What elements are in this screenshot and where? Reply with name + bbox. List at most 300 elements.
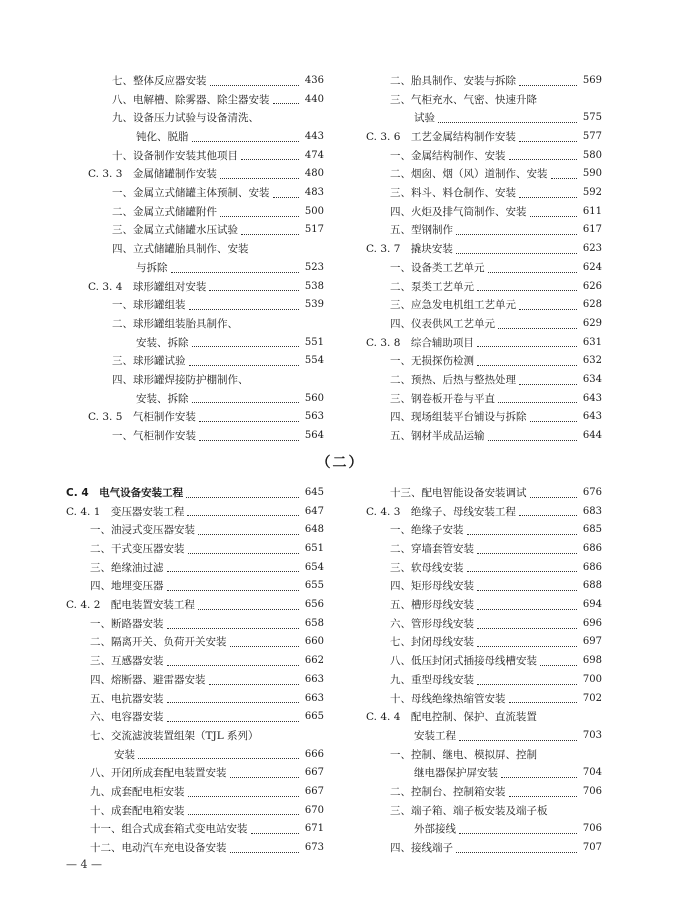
toc-entry-title: 钝化、脱脂	[136, 131, 189, 144]
toc-column-bottom-left	[66, 484, 324, 858]
toc-page-number: 560	[304, 392, 324, 404]
toc-page-number: 685	[582, 524, 602, 536]
toc-entry-title: 一、控制、继电、模拟屏、控制	[390, 748, 537, 761]
dot-leader	[187, 511, 299, 516]
toc-page-number: 698	[582, 655, 602, 667]
toc-entry-title: C. 4. 3 绝缘子、母线安装工程	[366, 505, 516, 518]
dot-leader	[467, 530, 578, 535]
dot-leader	[167, 567, 300, 572]
toc-item-entry[interactable]	[366, 147, 602, 166]
toc-section-entry[interactable]	[88, 408, 324, 427]
dot-leader	[509, 698, 578, 703]
dot-leader	[477, 361, 577, 366]
toc-page-number: 575	[582, 112, 602, 124]
toc-entry-title: 十二、电动汽车充电设备安装	[90, 842, 227, 855]
toc-page-number: 656	[304, 599, 324, 611]
toc-entry-title: 二、穿墙套管安装	[390, 543, 474, 556]
toc-entry-title: 三、端子箱、端子板安装及端子板	[390, 804, 548, 817]
toc-item-entry[interactable]	[366, 521, 602, 540]
toc-item-entry[interactable]	[366, 203, 602, 222]
dot-leader	[477, 586, 577, 591]
toc-entry-title: 四、熔断器、避雷器安装	[90, 673, 206, 686]
dot-leader	[509, 155, 578, 160]
dot-leader	[220, 212, 299, 217]
toc-entry-title: 五、槽形母线安装	[390, 599, 474, 612]
dot-leader	[167, 624, 300, 629]
toc-entry-title: 十一、组合式成套箱式变电站安装	[90, 823, 248, 836]
dot-leader	[519, 137, 577, 142]
dot-leader	[551, 811, 578, 815]
toc-page-number: 564	[304, 430, 324, 442]
toc-item-entry[interactable]	[366, 727, 602, 746]
toc-page-number: 662	[304, 655, 324, 667]
dot-leader	[262, 119, 299, 123]
dot-leader	[138, 754, 299, 759]
toc-item-entry[interactable]	[66, 577, 324, 596]
toc-page-number: 483	[304, 187, 324, 199]
toc-item-entry[interactable]	[88, 91, 324, 110]
toc-entry-title: 二、预热、后热与整热处理	[390, 373, 516, 386]
toc-entry-title: 外部接线	[414, 823, 456, 836]
toc-page-number: 538	[304, 280, 324, 292]
dot-leader	[230, 848, 300, 853]
toc-entry-title: 三、气柜充水、气密、快速升降	[390, 93, 537, 106]
dot-leader	[477, 605, 577, 610]
toc-page-number: 577	[582, 131, 602, 143]
dot-leader	[488, 436, 578, 441]
toc-entry-title: 七、交流滤波装置组架（TJL 系列）	[90, 729, 259, 742]
toc-page-number: 629	[582, 317, 602, 329]
toc-entry-title: 一、无损探伤检测	[390, 355, 474, 368]
toc-entry-title: 九、设备压力试验与设备清洗、	[112, 112, 259, 125]
dot-leader	[192, 137, 300, 142]
dot-leader	[519, 193, 577, 198]
toc-page-number: 644	[582, 430, 602, 442]
dot-leader	[519, 380, 577, 385]
toc-page-number: 670	[304, 804, 324, 816]
toc-entry-title: 一、球形罐组装	[112, 299, 186, 312]
toc-entry-title: C. 3. 6 工艺金属结构制作安装	[366, 131, 516, 144]
dot-leader	[273, 193, 300, 198]
toc-item-entry[interactable]	[66, 540, 324, 559]
toc-page-number: 707	[582, 842, 602, 854]
toc-item-entry[interactable]	[66, 652, 324, 671]
toc-item-entry[interactable]	[366, 671, 602, 690]
dot-leader	[509, 792, 578, 797]
toc-column-bottom-right	[366, 484, 602, 858]
toc-entry-title: 一、绝缘子安装	[390, 524, 464, 537]
dot-leader	[519, 511, 577, 516]
toc-item-entry[interactable]	[66, 708, 324, 727]
toc-item-entry[interactable]	[366, 652, 602, 671]
toc-item-entry[interactable]	[66, 615, 324, 634]
toc-item-entry[interactable]	[88, 72, 324, 91]
toc-page-number: 663	[304, 692, 324, 704]
toc-entry-title: 六、管形母线安装	[390, 617, 474, 630]
toc-entry-title: 一、气柜制作安装	[112, 430, 196, 443]
page-number: — 4 —	[66, 858, 102, 871]
toc-page-number: 700	[582, 673, 602, 685]
toc-chapter-entry[interactable]	[66, 484, 324, 503]
toc-page-number: 666	[304, 748, 324, 760]
dot-leader	[186, 493, 299, 498]
dot-leader	[192, 342, 300, 347]
toc-section-entry[interactable]	[366, 334, 602, 353]
toc-item-entry[interactable]	[66, 671, 324, 690]
toc-section-entry[interactable]	[366, 708, 602, 727]
toc-entry-title: 三、金属立式储罐水压试验	[112, 224, 238, 237]
dot-leader	[220, 174, 299, 179]
dot-leader	[488, 268, 578, 273]
toc-entry-title: 安装	[114, 748, 135, 761]
toc-item-entry[interactable]	[366, 746, 602, 765]
dot-leader	[540, 100, 577, 104]
toc-entry-title: 十、母线绝缘热缩管安装	[390, 692, 506, 705]
toc-item-entry[interactable]	[66, 839, 324, 858]
toc-page-number: 663	[304, 673, 324, 685]
dot-leader	[540, 755, 577, 759]
toc-section-entry[interactable]	[366, 503, 602, 522]
toc-page-number: 667	[304, 767, 324, 779]
toc-entry-title: C. 4. 1 变压器安装工程	[66, 505, 185, 518]
toc-item-entry[interactable]	[88, 296, 324, 315]
toc-page-number: 563	[304, 411, 324, 423]
toc-page-number: 686	[582, 561, 602, 573]
toc-entry-title: 七、封闭母线安装	[390, 636, 474, 649]
toc-entry-title: C. 3. 8 综合辅助项目	[366, 336, 474, 349]
dot-leader	[456, 230, 577, 235]
dot-leader	[199, 436, 299, 441]
toc-page-number: 667	[304, 785, 324, 797]
toc-entry-title: C. 3. 7 撬块安装	[366, 243, 453, 256]
toc-entry-title: 二、控制台、控制箱安装	[390, 785, 506, 798]
toc-item-entry[interactable]	[88, 222, 324, 241]
toc-section-entry[interactable]	[366, 128, 602, 147]
toc-entry-title: 与拆除	[136, 261, 168, 274]
toc-section-entry[interactable]	[88, 165, 324, 184]
dot-leader	[209, 680, 300, 685]
toc-column-top-left	[88, 72, 324, 446]
dot-leader	[456, 249, 577, 254]
dot-leader	[498, 324, 577, 329]
toc-page-number: 440	[304, 93, 324, 105]
dot-leader	[188, 810, 300, 815]
dot-leader	[230, 773, 300, 778]
toc-item-entry[interactable]	[88, 427, 324, 446]
toc-entry-title: 二、隔离开关、负荷开关安装	[90, 636, 227, 649]
toc-entry-title: 安装工程	[414, 729, 456, 742]
toc-page-number: 643	[582, 392, 602, 404]
toc-item-entry[interactable]	[366, 222, 602, 241]
dot-leader	[188, 792, 300, 797]
toc-item-entry[interactable]	[366, 820, 602, 839]
toc-entry-title: C. 4. 4 配电控制、保护、直流装置	[366, 711, 537, 724]
toc-entry-title: 三、球形罐试验	[112, 355, 186, 368]
toc-item-entry[interactable]	[366, 109, 602, 128]
toc-item-entry[interactable]	[366, 839, 602, 858]
toc-page-number: 628	[582, 299, 602, 311]
toc-entry-title: 七、整体反应器安装	[112, 74, 207, 87]
toc-item-entry[interactable]	[88, 184, 324, 203]
dot-leader	[477, 642, 577, 647]
toc-item-entry[interactable]	[366, 559, 602, 578]
toc-entry-title: 八、电解槽、除雾器、除尘器安装	[112, 93, 270, 106]
toc-item-entry[interactable]	[66, 783, 324, 802]
toc-entry-title: C. 3. 4 球形罐组对安装	[88, 280, 207, 293]
toc-entry-title: 二、球形罐组装胎具制作、	[112, 317, 238, 330]
toc-item-entry[interactable]	[366, 427, 602, 446]
toc-page-number: 539	[304, 299, 324, 311]
dot-leader	[530, 417, 578, 422]
dot-leader	[467, 567, 578, 572]
toc-item-entry[interactable]	[88, 203, 324, 222]
toc-entry-title: 九、成套配电柜安装	[90, 785, 185, 798]
toc-item-entry[interactable]	[366, 484, 602, 503]
dot-leader	[459, 829, 577, 834]
toc-item-entry[interactable]	[66, 521, 324, 540]
toc-item-entry[interactable]	[366, 634, 602, 653]
dot-leader	[230, 642, 300, 647]
dot-leader	[171, 268, 300, 273]
dot-leader	[198, 605, 299, 610]
toc-page-number: 704	[582, 767, 602, 779]
toc-page-number: 517	[304, 224, 324, 236]
toc-entry-title: 四、立式储罐胎具制作、安装	[112, 243, 249, 256]
toc-entry-title: 十、成套配电箱安装	[90, 804, 185, 817]
toc-entry-title: 四、火炬及排气筒制作、安装	[390, 205, 527, 218]
toc-entry-title: 八、低压封闭式插接母线槽安装	[390, 655, 537, 668]
toc-page-number: 634	[582, 373, 602, 385]
dot-leader	[252, 250, 300, 254]
toc-entry-title: 三、软母线安装	[390, 561, 464, 574]
toc-item-entry[interactable]	[88, 334, 324, 353]
toc-item-entry[interactable]	[88, 352, 324, 371]
dot-leader	[210, 81, 300, 86]
dot-leader	[456, 848, 577, 853]
toc-entry-title: 四、接线端子	[390, 842, 453, 855]
toc-entry-title: 一、金属立式储罐主体预制、安装	[112, 187, 270, 200]
toc-page-number: 648	[304, 524, 324, 536]
toc-entry-title: 二、金属立式储罐附件	[112, 205, 217, 218]
toc-item-entry[interactable]	[88, 371, 324, 390]
toc-entry-title: 继电器保护屏安装	[414, 767, 498, 780]
toc-page-number: 643	[582, 411, 602, 423]
toc-page-number: 611	[582, 205, 602, 217]
toc-item-entry[interactable]	[66, 746, 324, 765]
dot-leader	[198, 530, 299, 535]
toc-item-entry[interactable]	[88, 390, 324, 409]
toc-item-entry[interactable]	[66, 559, 324, 578]
toc-page-number: 592	[582, 187, 602, 199]
dot-leader	[498, 398, 577, 403]
toc-entry-title: 三、互感器安装	[90, 655, 164, 668]
toc-page-number: 676	[582, 486, 602, 498]
dot-leader	[477, 549, 577, 554]
toc-entry-title: 四、现场组装平台铺设与拆除	[390, 411, 527, 424]
toc-item-entry[interactable]	[366, 540, 602, 559]
toc-entry-title: 四、球形罐焊接防护棚制作、	[112, 373, 249, 386]
toc-entry-title: 一、油浸式变压器安装	[90, 524, 195, 537]
dot-leader	[241, 325, 299, 329]
toc-item-entry[interactable]	[366, 72, 602, 91]
toc-item-entry[interactable]	[66, 802, 324, 821]
toc-entry-title: 二、干式变压器安装	[90, 543, 185, 556]
dot-leader	[519, 305, 577, 310]
toc-page-number: 697	[582, 636, 602, 648]
toc-item-entry[interactable]	[366, 91, 602, 110]
toc-entry-title: 三、料斗、料仓制作、安装	[390, 187, 516, 200]
toc-entry-title: 一、设备类工艺单元	[390, 261, 485, 274]
toc-entry-title: 十、设备制作安装其他项目	[112, 149, 238, 162]
toc-item-entry[interactable]	[88, 109, 324, 128]
toc-page-number: 500	[304, 205, 324, 217]
toc-page-number: 694	[582, 599, 602, 611]
toc-page-number: 474	[304, 149, 324, 161]
toc-section-entry[interactable]	[88, 278, 324, 297]
toc-item-entry[interactable]	[366, 165, 602, 184]
dot-leader	[167, 698, 300, 703]
dot-leader	[189, 361, 300, 366]
toc-page-number: 651	[304, 543, 324, 555]
toc-page-number: 706	[582, 785, 602, 797]
toc-entry-title: C. 4. 2 配电装置安装工程	[66, 599, 195, 612]
dot-leader	[192, 398, 300, 403]
toc-entry-title: 二、烟囱、烟（风）道制作、安装	[390, 168, 548, 181]
toc-item-entry[interactable]	[88, 128, 324, 147]
toc-page-number: 654	[304, 561, 324, 573]
toc-item-entry[interactable]	[366, 802, 602, 821]
toc-entry-title: 三、绝缘油过滤	[90, 561, 164, 574]
dot-leader	[189, 305, 300, 310]
dot-leader	[519, 81, 577, 86]
toc-item-entry[interactable]	[88, 147, 324, 166]
toc-section-entry[interactable]	[366, 240, 602, 259]
toc-item-entry[interactable]	[366, 184, 602, 203]
toc-item-entry[interactable]	[366, 259, 602, 278]
toc-item-entry[interactable]	[366, 315, 602, 334]
toc-item-entry[interactable]	[366, 577, 602, 596]
toc-page-number: 665	[304, 711, 324, 723]
dot-leader	[477, 286, 577, 291]
toc-page-number: 554	[304, 355, 324, 367]
dot-leader	[167, 661, 300, 666]
toc-page-number: 655	[304, 580, 324, 592]
toc-page-number: 703	[582, 729, 602, 741]
dot-leader	[438, 118, 577, 123]
toc-page-number: 626	[582, 280, 602, 292]
toc-item-entry[interactable]	[366, 764, 602, 783]
dot-leader	[501, 773, 577, 778]
toc-entry-title: 试验	[414, 112, 435, 125]
toc-entry-title: 一、金属结构制作、安装	[390, 149, 506, 162]
toc-entry-title: C. 4 电气设备安装工程	[66, 486, 184, 499]
toc-item-entry[interactable]	[88, 259, 324, 278]
dot-leader	[530, 493, 578, 498]
dot-leader	[459, 736, 577, 741]
toc-section-entry[interactable]	[66, 503, 324, 522]
toc-page-number: 443	[304, 131, 324, 143]
dot-leader	[209, 286, 299, 291]
toc-entry-title: 六、电容器安装	[90, 711, 164, 724]
toc-item-entry[interactable]	[66, 634, 324, 653]
toc-item-entry[interactable]	[366, 615, 602, 634]
dot-leader	[199, 417, 299, 422]
toc-item-entry[interactable]	[66, 727, 324, 746]
toc-item-entry[interactable]	[366, 596, 602, 615]
toc-item-entry[interactable]	[66, 764, 324, 783]
toc-page-number: 658	[304, 617, 324, 629]
toc-entry-title: 五、型钢制作	[390, 224, 453, 237]
toc-page-number: 624	[582, 261, 602, 273]
toc-item-entry[interactable]	[366, 352, 602, 371]
toc-item-entry[interactable]	[366, 371, 602, 390]
dot-leader	[477, 624, 577, 629]
toc-entry-title: 八、开闭所成套配电装置安装	[90, 767, 227, 780]
dot-leader	[167, 717, 300, 722]
toc-item-entry[interactable]	[66, 690, 324, 709]
toc-entry-title: 五、钢材半成品运输	[390, 430, 485, 443]
toc-page-number: 623	[582, 243, 602, 255]
toc-item-entry[interactable]	[366, 278, 602, 297]
dot-leader	[262, 737, 299, 741]
toc-page-number: 569	[582, 74, 602, 86]
dot-leader	[530, 212, 578, 217]
toc-page-number: 647	[304, 505, 324, 517]
toc-item-entry[interactable]	[366, 408, 602, 427]
toc-column-top-right	[366, 72, 602, 446]
dot-leader	[273, 99, 300, 104]
toc-item-entry[interactable]	[66, 820, 324, 839]
toc-entry-title: C. 3. 3 金属储罐制作安装	[88, 168, 217, 181]
toc-page-number: 590	[582, 168, 602, 180]
toc-item-entry[interactable]	[366, 783, 602, 802]
toc-item-entry[interactable]	[88, 240, 324, 259]
dot-leader	[188, 549, 300, 554]
part-title: （二）	[316, 455, 365, 471]
toc-section-entry[interactable]	[66, 596, 324, 615]
dot-leader	[251, 829, 300, 834]
toc-page-number: 551	[304, 336, 324, 348]
toc-item-entry[interactable]	[366, 296, 602, 315]
toc-page-number: 696	[582, 617, 602, 629]
toc-page-number: 686	[582, 543, 602, 555]
toc-page-number: 702	[582, 692, 602, 704]
toc-page-number: 631	[582, 336, 602, 348]
toc-page-number: 706	[582, 823, 602, 835]
toc-page-number: 645	[304, 486, 324, 498]
dot-leader	[540, 661, 577, 666]
dot-leader	[241, 155, 299, 160]
dot-leader	[477, 680, 577, 685]
toc-entry-title: 安装、拆除	[136, 392, 189, 405]
dot-leader	[477, 342, 577, 347]
toc-page-number: 688	[582, 580, 602, 592]
toc-page-number: 673	[304, 842, 324, 854]
toc-item-entry[interactable]	[366, 390, 602, 409]
toc-item-entry[interactable]	[88, 315, 324, 334]
toc-item-entry[interactable]	[366, 690, 602, 709]
toc-entry-title: 十三、配电智能设备安装调试	[390, 486, 527, 499]
toc-entry-title: C. 3. 5 气柜制作安装	[88, 411, 196, 424]
toc-entry-title: 四、仪表供风工艺单元	[390, 317, 495, 330]
toc-entry-title: 四、矩形母线安装	[390, 580, 474, 593]
toc-page-number: 436	[304, 74, 324, 86]
toc-page-number: 632	[582, 355, 602, 367]
dot-leader	[540, 718, 577, 722]
toc-entry-title: 五、电抗器安装	[90, 692, 164, 705]
toc-page-number: 480	[304, 168, 324, 180]
toc-page-number: 523	[304, 261, 324, 273]
